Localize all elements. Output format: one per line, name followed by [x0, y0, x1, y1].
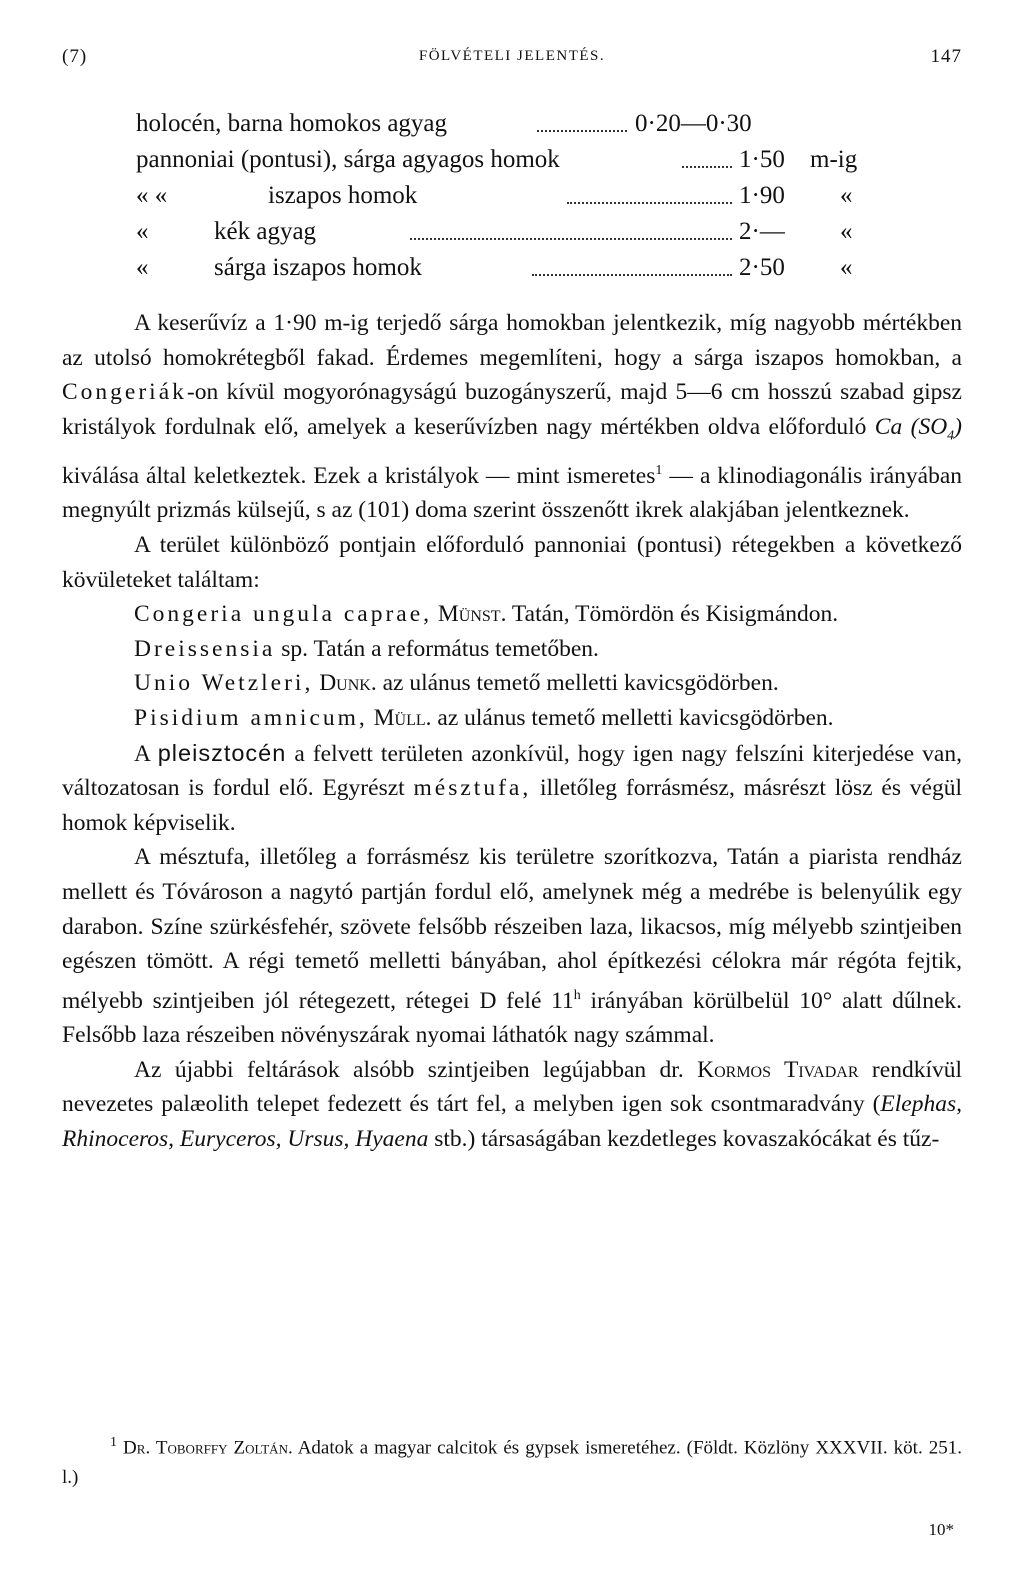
- paragraph: [62, 1053, 962, 1157]
- strata-prefix: «: [136, 218, 149, 245]
- strata-prefix: «: [136, 254, 149, 281]
- strata-row: [62, 254, 962, 288]
- text-run: Tatán, Tömördön és Kisigmándon.: [506, 601, 839, 628]
- strata-label: sárga iszapos homok: [214, 254, 422, 281]
- formula-part: ): [954, 413, 962, 440]
- strata-row: [62, 218, 962, 252]
- strata-row: [62, 110, 962, 144]
- text-run: -on kívül mogyorónagyságú buzogányszerű, majd 5—6 cm hosszú szabad gipsz kristályok fordulnak elő, amelyek a keserűvízben nagy mértékben oldva előforduló: [62, 379, 962, 440]
- text-run: stb.) társaságában kezdetleges kovaszakócákat és tűz-: [428, 1126, 940, 1152]
- strata-label: pannoniai (pontusi), sárga agyagos homok: [136, 146, 560, 173]
- strata-label: iszapos homok: [268, 182, 418, 209]
- leader-dots: [532, 254, 732, 276]
- strata-depth: 1·90: [739, 182, 785, 209]
- fossil-entry: [62, 666, 962, 701]
- taxon-name: Pisidium amnicum,: [134, 705, 368, 732]
- taxon-name: Congeria ungula caprae,: [134, 601, 433, 628]
- taxon-name: Unio Wetzleri,: [134, 670, 314, 697]
- person-name: Kormos Tivadar: [697, 1056, 859, 1083]
- page-number: 147: [930, 46, 962, 67]
- taxon-author: Dunk.: [319, 670, 377, 697]
- strata-depth: 2·50: [739, 254, 785, 281]
- strata-label: holocén, barna homokos agyag: [136, 110, 448, 137]
- text-run: sp. Tatán a református temetőben.: [275, 635, 599, 662]
- text-run: A mésztufa, illetőleg a forrásmész kis területre szorítkozva, Tatán a piarista rendház mellett és Tóvároson a nagytó partján fordul elő, amelynek még a medrébe is belenyúlik egy darabon. Színe szürkésfehér, szövete felsőbb részeiben laza, likacsos, míg mélyebb szintjeiben egészen tömött. A régi temető melletti bányában, ahol építkezési célokra már régóta fejtik, mélyebb szintjeiben jól rétegezett, rétegei D felé 11: [62, 844, 962, 1014]
- taxon-author: Münst.: [437, 601, 507, 628]
- strata-depth: 1·50: [739, 146, 785, 173]
- text-run: az ulánus temető melletti kavicsgödörben.: [376, 670, 779, 697]
- species-list: Elephas, Rhinoceros, Euryceros, Ursus, Hyaena: [62, 1091, 962, 1152]
- strata-prefix: « «: [136, 182, 168, 209]
- emphasized-term: mésztufa,: [413, 775, 532, 802]
- fossil-entry: [62, 632, 962, 667]
- superscript: h: [573, 987, 581, 1003]
- chemical-formula: [874, 413, 962, 444]
- leader-dots: [682, 146, 732, 168]
- strata-label: kék agyag: [214, 218, 317, 245]
- body-text: [62, 306, 962, 1157]
- leader-dots: [410, 218, 732, 240]
- strata-depth: 0·20—0·30: [635, 110, 752, 137]
- footnote-mark: 1: [110, 1435, 117, 1450]
- paragraph: [62, 736, 962, 841]
- strata-unit: «: [840, 182, 853, 209]
- text-run: Az újabbi feltárások alsóbb szintjeiben legújabban dr.: [134, 1056, 698, 1083]
- taxon-name: Dreissensia: [134, 635, 276, 662]
- formula-part: Ca (SO: [874, 413, 948, 440]
- section-keyword: pleisztocén: [157, 739, 287, 766]
- text-run: illetőleg forrásmész, másrészt lösz és végül homok képviselik.: [62, 775, 962, 836]
- strata-depth: 2·—: [739, 218, 785, 245]
- strata-row: [62, 182, 962, 216]
- taxon-author: Müll.: [373, 705, 432, 732]
- paragraph: A terület különböző pontjain előforduló pannoniai (pontusi) rétegekben a következő kövületeket találtam:: [62, 532, 962, 593]
- leader-dots: [537, 110, 627, 132]
- footnote: [62, 1428, 962, 1493]
- strata-row: [62, 146, 962, 180]
- footnote-text: [62, 1428, 962, 1493]
- printer-signature: 10*: [928, 1520, 954, 1539]
- footnote-author: Dr. Toborffy Zoltán.: [123, 1437, 293, 1459]
- paragraph: [62, 306, 962, 528]
- chapter-number: (7): [62, 46, 88, 67]
- text-run: — a klinodiagonális irányában megnyúlt prizmás külsejű, s az (101) doma szerint összenőtt ikrek alakjában jelentkeznek.: [62, 462, 962, 524]
- text-run: kiválása által keletkeztek. Ezek a kristályok — mint ismeretes: [62, 462, 656, 489]
- strata-unit: «: [840, 254, 853, 281]
- footnote-ref: 1: [655, 463, 663, 479]
- text-run: A keserűvíz a 1·90 m-ig terjedő sárga homokban jelentkezik, míg nagyobb mértékben az utolsó homokrétegből fakad. Érdemes megemlíteni, hogy a sárga iszapos homokban, a: [62, 310, 962, 371]
- fossil-entry: [62, 597, 962, 632]
- taxon-name: Congeriák: [62, 379, 187, 406]
- strata-unit: m-ig: [810, 146, 858, 173]
- formula-subscript: 4: [947, 428, 955, 444]
- text-run: rendkívül nevezetes palæolith telepet fedezett és tárt fel, a melyben igen sok csontmaradvány (: [62, 1056, 962, 1118]
- paragraph: [62, 840, 962, 1052]
- text-run: irányában körülbelül 10° alatt dűlnek. Felsőbb laza részeiben növényszárak nyomai láthatók nagy számmal.: [62, 987, 962, 1049]
- text-run: Adatok a magyar calcitok és gypsek ismeretéhez. (Földt. Közlöny XXXVII. köt. 251. l.): [62, 1437, 962, 1489]
- strata-unit: «: [840, 218, 853, 245]
- text-run: az ulánus temető melletti kavicsgödörben.: [431, 705, 834, 732]
- running-title: FÖLVÉTELI JELENTÉS.: [418, 48, 606, 64]
- leader-dots: [567, 182, 732, 204]
- running-header: [62, 46, 962, 76]
- text-run: A: [134, 740, 158, 767]
- fossil-entry: [62, 701, 962, 736]
- text-run: a felvett területen azonkívül, hogy igen nagy felszíni kiterjedése van, változatosan is fordul elő. Egyrészt: [62, 740, 962, 802]
